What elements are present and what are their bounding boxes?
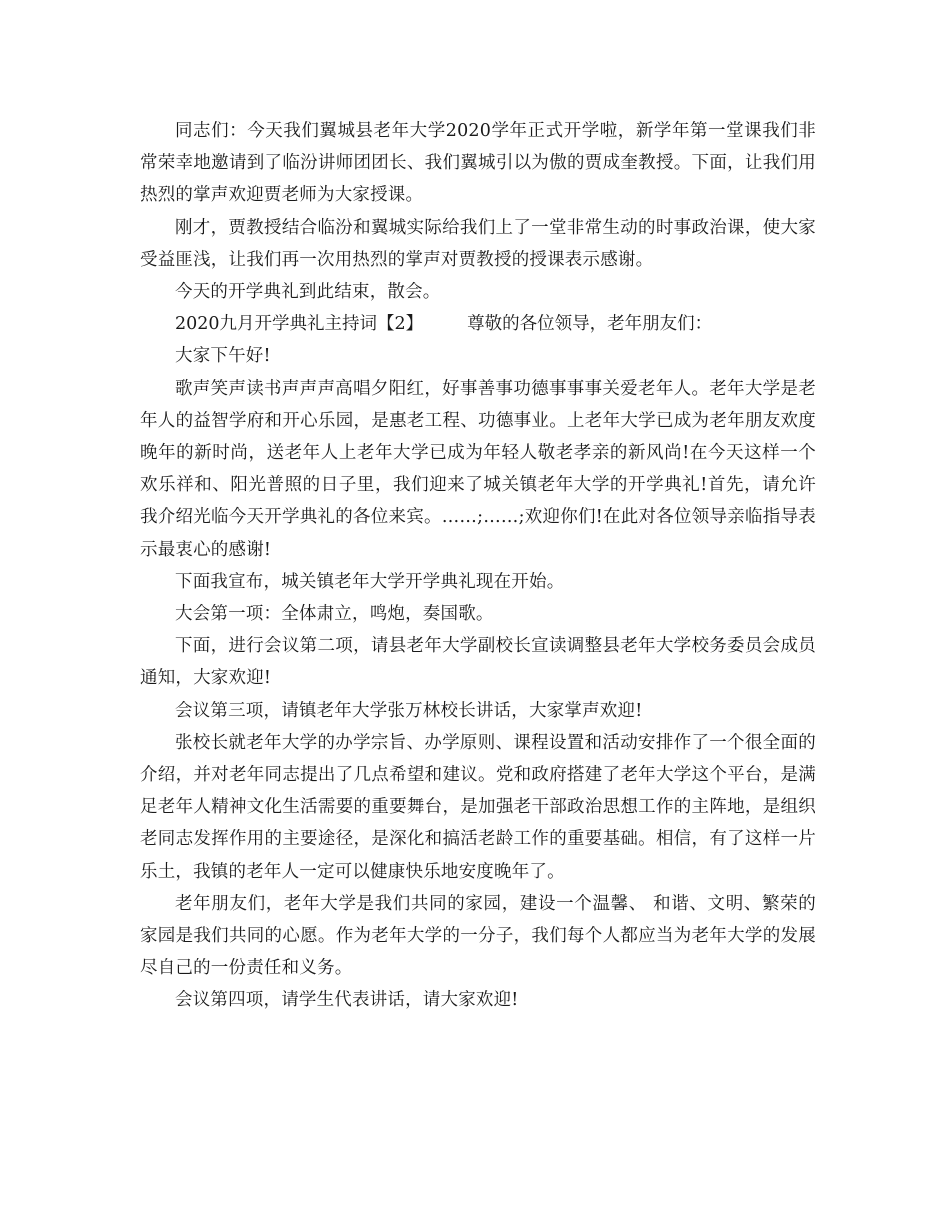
paragraph: 下面，进行会议第二项，请县老年大学副校长宣读调整县老年大学校务委员会成员通知，大家欢迎!	[140, 636, 816, 689]
section-heading	[140, 308, 816, 340]
paragraph: 会议第四项，请学生代表讲话，请大家欢迎!	[175, 990, 519, 1011]
greeting: 尊敬的各位领导，老年朋友们：	[467, 314, 713, 335]
paragraph: 同志们：今天我们翼城县老年大学2020学年正式开学啦，新学年第一堂课我们非常荣幸地邀请到了临汾讲师团团长、我们翼城引以为傲的贾成奎教授。下面，让我们用热烈的掌声欢迎贾老师为大家授课。	[140, 121, 816, 206]
document-page	[140, 115, 816, 1017]
section-title: 2020九月开学典礼主持词【2】	[175, 314, 424, 335]
paragraph: 张校长就老年大学的办学宗旨、办学原则、课程设置和活动安排作了一个很全面的介绍，并对老年同志提出了几点希望和建议。党和政府搭建了老年大学这个平台，是满足老年人精神文化生活需要的重要舞台，是加强老干部政治思想工作的主阵地，是组织老同志发挥作用的主要途径，是深化和搞活老龄工作的重要基础。相信，有了这样一片乐土，我镇的老年人一定可以健康快乐地安度晚年了。	[140, 732, 816, 882]
paragraph: 下面我宣布，城关镇老年大学开学典礼现在开始。	[175, 571, 565, 592]
paragraph: 大会第一项：全体肃立，鸣炮，奏国歌。	[175, 604, 494, 625]
paragraph: 刚才，贾教授结合临汾和翼城实际给我们上了一堂非常生动的时事政治课，使大家受益匪浅，让我们再一次用热烈的掌声对贾教授的授课表示感谢。	[140, 217, 816, 270]
paragraph: 歌声笑声读书声声声高唱夕阳红，好事善事功德事事事关爱老年人。老年大学是老年人的益智学府和开心乐园，是惠老工程、功德事业。上老年大学已成为老年朋友欢度晚年的新时尚，送老年人上老年大学已成为年轻人敬老孝亲的新风尚!在今天这样一个欢乐祥和、阳光普照的日子里，我们迎来了城关镇老年大学的开学典礼!首先，请允许我介绍光临今天开学典礼的各位来宾。……;……;欢迎你们!在此对各位领导亲临指导表示最衷心的感谢!	[140, 378, 816, 560]
paragraph: 今天的开学典礼到此结束，散会。	[175, 282, 441, 303]
paragraph: 大家下午好!	[175, 346, 271, 367]
paragraph: 老年朋友们，老年大学是我们共同的家园，建设一个温馨、 和谐、文明、繁荣的家园是我们共同的心愿。作为老年大学的一分子，我们每个人都应当为老年大学的发展尽自己的一份责任和义务。	[140, 893, 816, 979]
paragraph: 会议第三项，请镇老年大学张万林校长讲话，大家掌声欢迎!	[175, 700, 643, 721]
